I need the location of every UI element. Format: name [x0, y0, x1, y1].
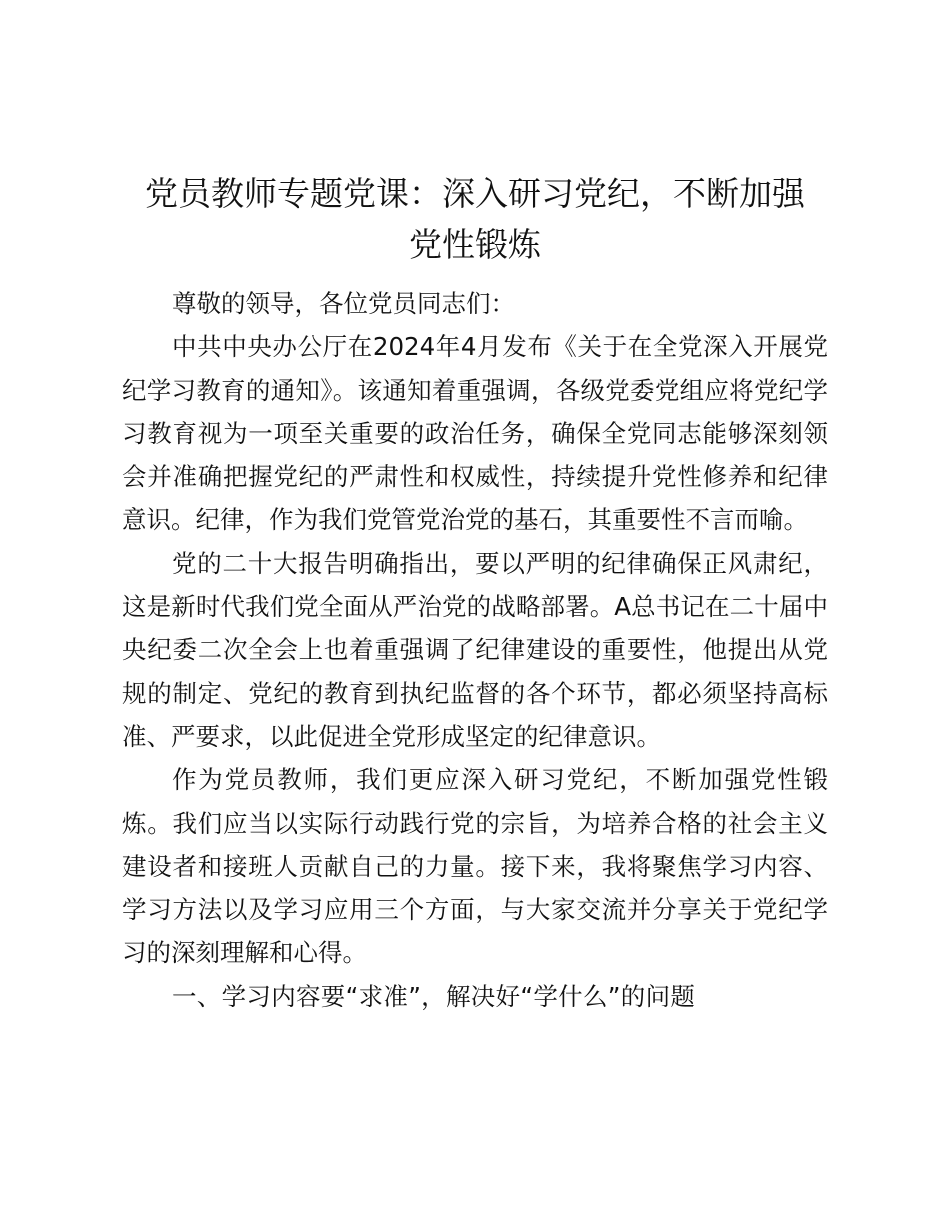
salutation-paragraph: 尊敬的领导，各位党员同志们：: [172, 289, 515, 318]
body-paragraph: 党的二十大报告明确指出，要以严明的纪律确保正风肃纪，这是新时代我们党全面从严治党的战略部署。A总书记在二十届中央纪委二次全会上也着重强调了纪律建设的重要性，他提出从党规的制定、党纪的教育到执纪监督的各个环节，都必须坚持高标准、严要求，以此促进全党形成坚定的纪律意识。: [122, 548, 828, 751]
title-line-1: 党员教师专题党课：深入研习党纪，不断加强: [145, 174, 805, 213]
body-paragraph: 作为党员教师，我们更应深入研习党纪，不断加强党性锻炼。我们应当以实际行动践行党的宗旨，为培养合格的社会主义建设者和接班人贡献自己的力量。接下来，我将聚焦学习内容、学习方法以及学习应用三个方面，与大家交流并分享关于党纪学习的深刻理解和心得。: [122, 765, 828, 968]
section-heading: 一、学习内容要“求准”，解决好“学什么”的问题: [172, 981, 696, 1011]
body-paragraph: 中共中央办公厅在2024年4月发布《关于在全党深入开展党纪学习教育的通知》。该通知着重强调，各级党委党组应将党纪学习教育视为一项至关重要的政治任务，确保全党同志能够深刻领会并准确把握党纪的严肃性和权威性，持续提升党性修养和纪律意识。纪律，作为我们党管党治党的基石，其重要性不言而喻。: [122, 332, 828, 535]
document-title: [122, 168, 828, 270]
title-line-2: 党性锻炼: [409, 225, 541, 264]
document-body: [122, 282, 828, 1018]
